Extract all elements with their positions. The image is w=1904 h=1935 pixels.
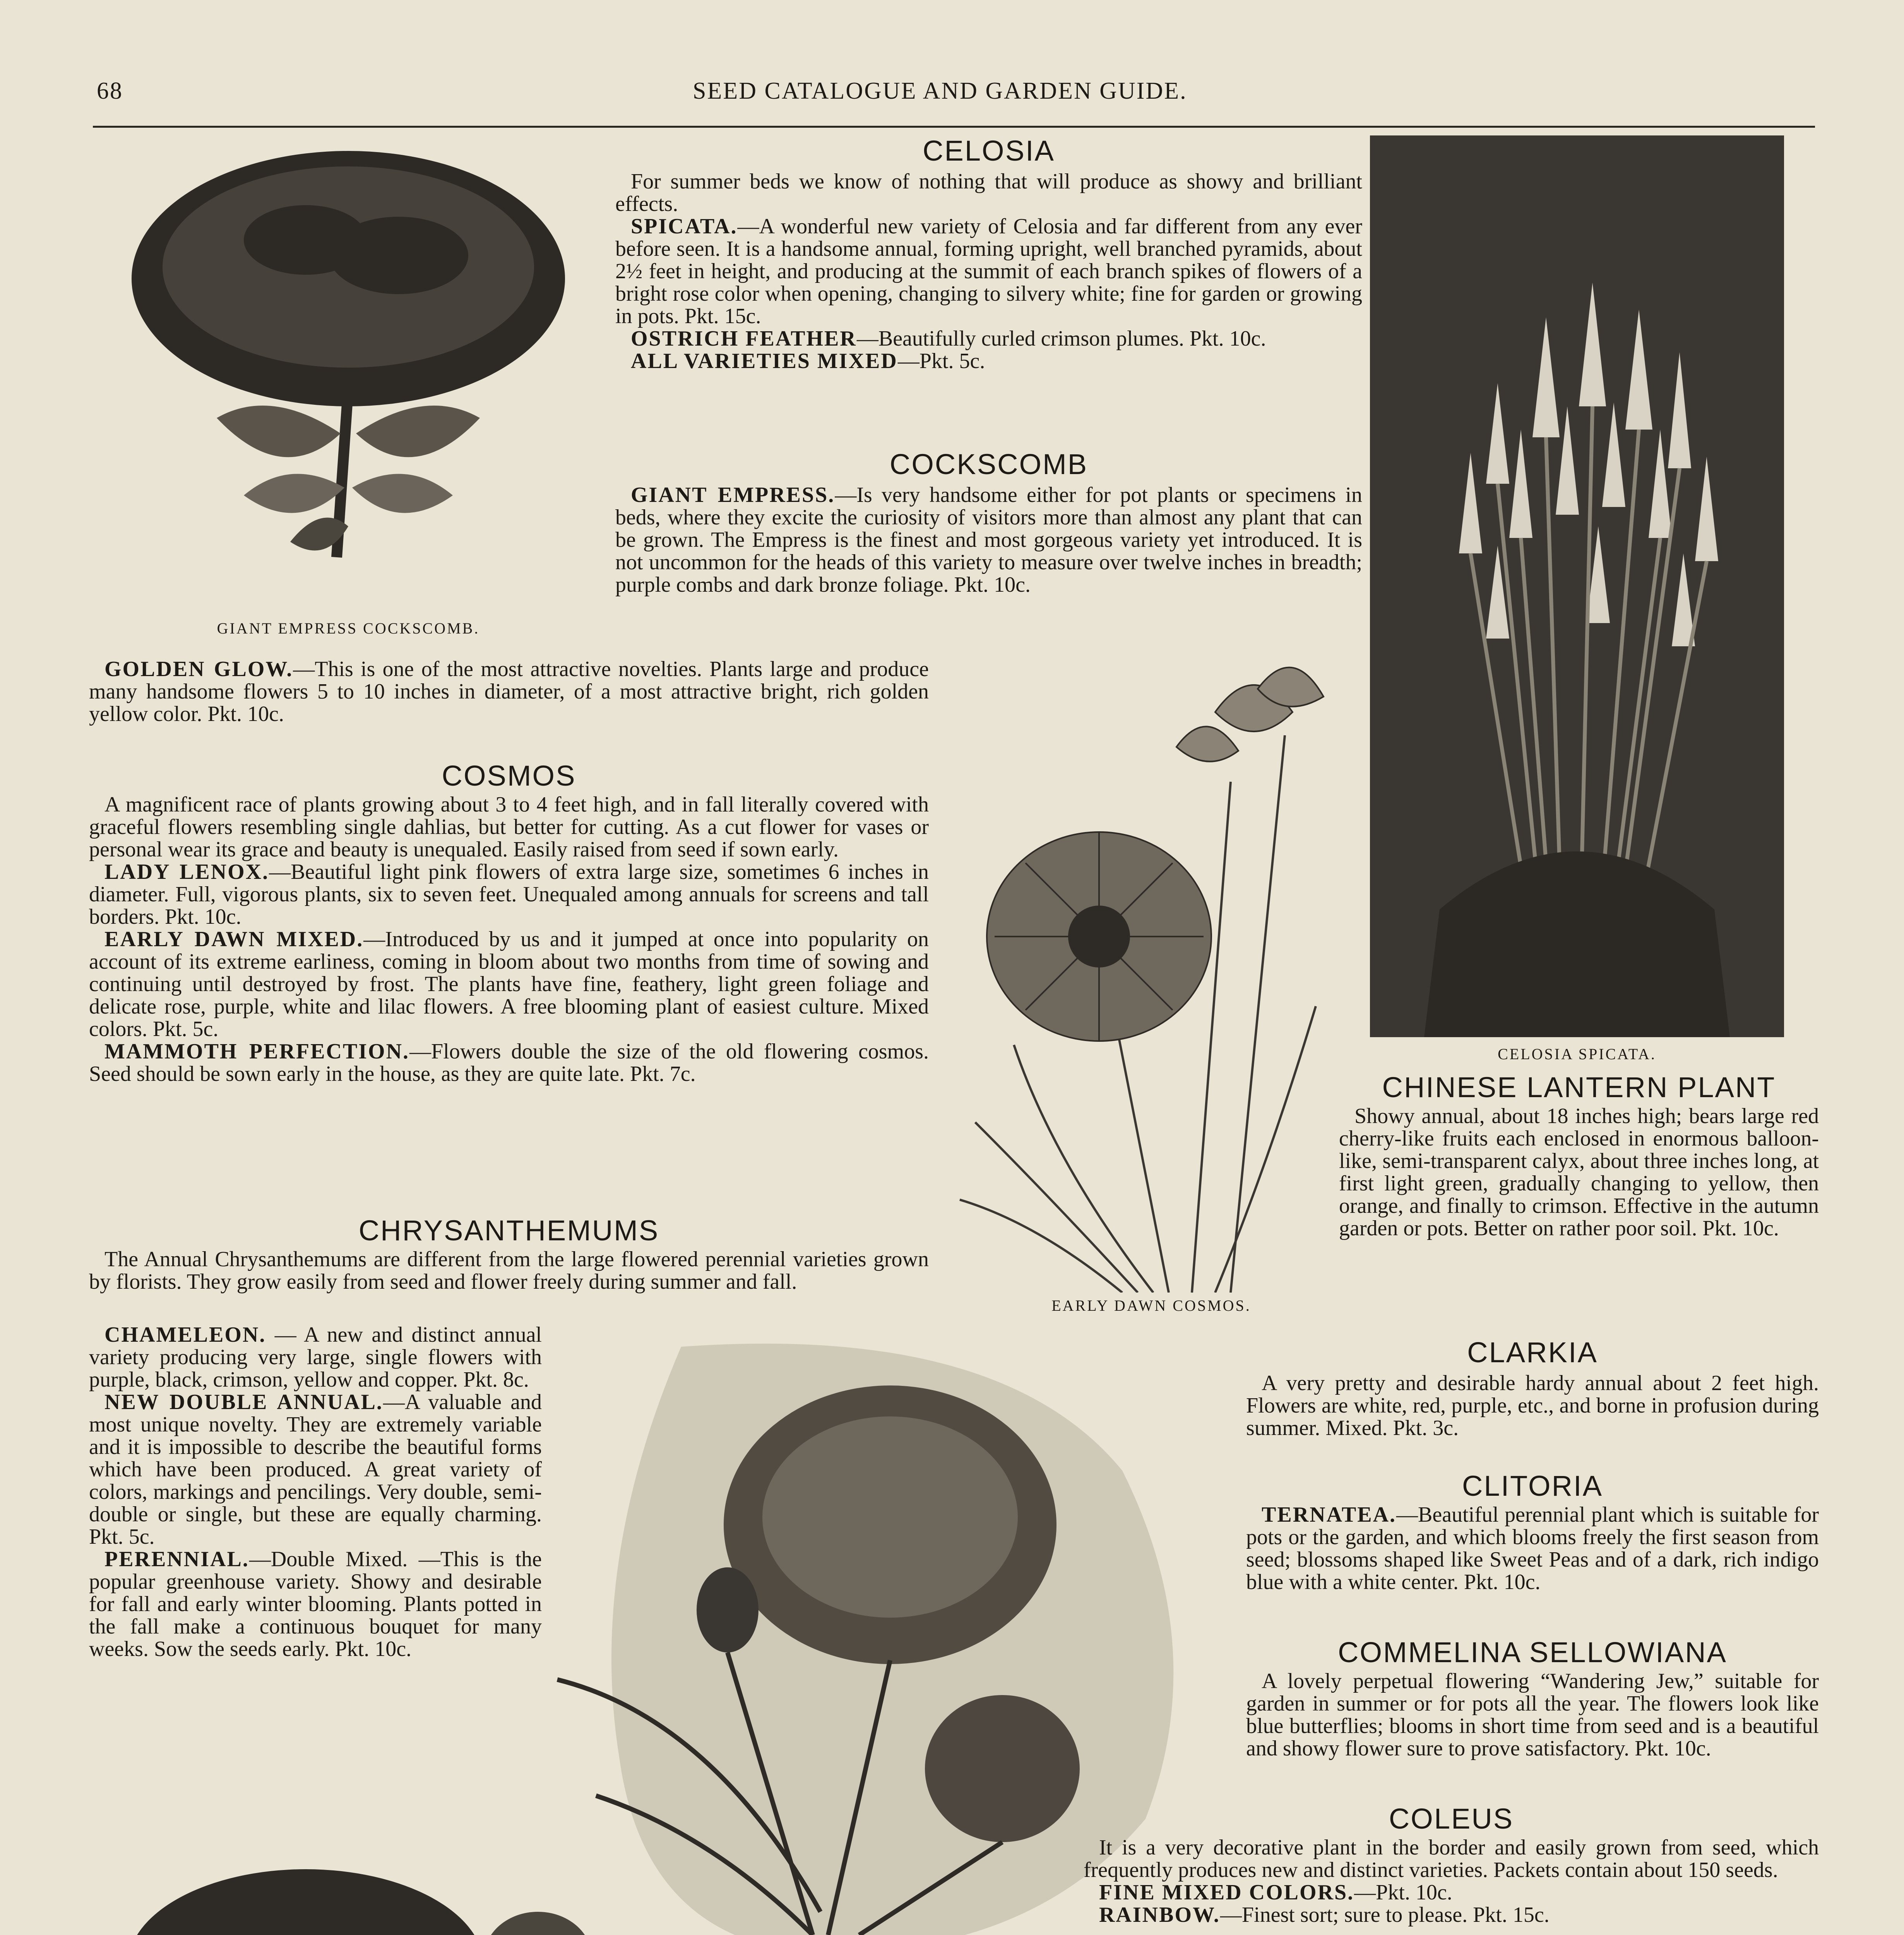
coleus-item: FINE MIXED COLORS.—Pkt. 10c. (1099, 1880, 1452, 1904)
running-title: SEED CATALOGUE AND GARDEN GUIDE. (693, 78, 1187, 104)
caption-celosia-spicata: CELOSIA SPICATA. (1498, 1045, 1656, 1063)
coleus-section (1084, 1836, 1819, 1926)
clitoria-item: TERNATEA.—Beautiful perennial plant which is suitable for pots or the garden, and which blooms freely the first season from seed; blossoms shaped like Sweet Peas and of a dark, rich indigo blue with a white center. Pkt. 10c. (1246, 1503, 1819, 1594)
chrysanthemums-item: CHAMELEON. — A new and distinct annual variety producing very large, single flowers with purple, black, crimson, yellow and copper. Pkt. 8c. (89, 1323, 542, 1392)
cosmos-item: MAMMOTH PERFECTION.—Flowers double the size of the old flowering cosmos. Seed should be sown early in the house, as they are quite late. Pkt. 7c. (89, 1039, 929, 1086)
cosmos-intro: A magnificent race of plants growing about 3 to 4 feet high, and in fall literally covered with graceful flowers resembling single dahlias, but better for cutting. As a cut flower for vases or personal wear its grace and beauty is unequaled. Easily raised from seed if sown early. (89, 793, 929, 861)
celosia-item: SPICATA.—A wonderful new variety of Celosia and far different from any ever before seen. It is a handsome annual, forming upright, well branched pyramids, about 2½ feet in height, and producing at the summit of each branch spikes of flowers of a bright rose color when opening, changing to silvery white; fine for garden or growing in pots. Pkt. 15c. (615, 214, 1362, 328)
chinese-lantern-text: Showy annual, about 18 inches high; bears large red cherry-like fruits each enclosed in enormous balloon-like, semi-transparent calyx, about three inches long, at first light green, gradually changing to yellow, then orange, and finally to crimson. Effective in the autumn garden or pots. Better on rather poor soil. Pkt. 10c. (1339, 1104, 1819, 1240)
cockscomb-giant-empress: GIANT EMPRESS.—Is very handsome either for pot plants or specimens in beds, where they excite the curiosity of visitors more than almost any plant that can be grown. The Empress is the finest and most gorgeous variety yet introduced. It is not uncommon for the heads of this variety to measure over twelve inches in breadth; purple combs and dark bronze foliage. Pkt. 10c. (615, 483, 1362, 597)
cockscomb-golden-glow: GOLDEN GLOW.—This is one of the most attractive novelties. Plants large and produce many handsome flowers 5 to 10 inches in diameter, of a most attractive bright, rich golden yellow color. Pkt. 10c. (89, 657, 929, 726)
cosmos-item: LADY LENOX.—Beautiful light pink flowers of extra large size, sometimes 6 inches in diameter. Full, vigorous plants, six to seven feet. Unequaled among annuals for screens and tall borders. Pkt. 10c. (89, 860, 929, 929)
caption-early-dawn: EARLY DAWN COSMOS. (1051, 1297, 1251, 1314)
coleus-intro: It is a very decorative plant in the border and easily grown from seed, which frequently produces new and distinct varieties. Packets contain about 150 seeds. (1084, 1836, 1819, 1882)
heading-commelina: COMMELINA SELLOWIANA (1338, 1636, 1727, 1668)
double-annual-chrysanthemums-illustration (89, 1842, 615, 1935)
heading-coleus: COLEUS (1389, 1803, 1514, 1835)
heading-cockscomb: COCKSCOMB (889, 448, 1088, 480)
giant-empress-cockscomb-illustration (89, 139, 608, 619)
caption-giant-empress: GIANT EMPRESS COCKSCOMB. (217, 620, 480, 637)
page-number: 68 (97, 78, 123, 104)
header-rule (93, 126, 1815, 128)
celosia-item: ALL VARIETIES MIXED—Pkt. 5c. (631, 349, 985, 373)
coleus-item: RAINBOW.—Finest sort; sure to please. Pkt. 15c. (1099, 1903, 1550, 1927)
commelina-text: A lovely perpetual flowering “Wandering Jew,” suitable for garden in summer or for pots all the year. The flowers look like blue butterflies; blooms in short time from seed and is a beautiful and showy flower sure to prove satisfactory. Pkt. 10c. (1246, 1669, 1819, 1760)
early-dawn-cosmos-illustration (937, 619, 1366, 1293)
celosia-item: OSTRICH FEATHER—Beautifully curled crimson plumes. Pkt. 10c. (631, 327, 1266, 351)
celosia-spicata-illustration (1370, 135, 1784, 1037)
chrysanthemums-items (89, 1324, 542, 1660)
cosmos-section (89, 793, 929, 1085)
cosmos-item: EARLY DAWN MIXED.—Introduced by us and it jumped at once into popularity on account of its extreme earliness, coming in bloom about two months from time of sowing and continuing until destroyed by frost. The plants have fine, feathery, light green foliage and delicate rose, purple, white and lilac flowers. A free blooming plant of easiest culture. Mixed colors. Pkt. 5c. (89, 927, 929, 1041)
heading-cosmos: COSMOS (442, 760, 576, 792)
chrysanthemums-intro: The Annual Chrysanthemums are different from the large flowered perennial varieties grown by florists. They grow easily from seed and flower freely during summer and fall. (89, 1247, 929, 1294)
heading-chrysanthemums: CHRYSANTHEMUMS (358, 1214, 659, 1247)
chrysanthemums-item: NEW DOUBLE ANNUAL.—A valuable and most unique novelty. They are extremely variable and it is impossible to describe the beautiful forms which have been produced. A great variety of colors, markings and pencilings. Very double, semi-double or single, but these are equally charming. Pkt. 5c. (89, 1390, 542, 1549)
clarkia-text: A very pretty and desirable hardy annual about 2 feet high. Flowers are white, red, purple, etc., and borne in profusion during summer. Mixed. Pkt. 3c. (1246, 1371, 1819, 1440)
heading-clarkia: CLARKIA (1467, 1336, 1598, 1368)
celosia-intro: For summer beds we know of nothing that will produce as showy and brilliant effects. (615, 170, 1362, 216)
heading-chinese-lantern: CHINESE LANTERN PLANT (1382, 1071, 1776, 1103)
heading-clitoria: CLITORIA (1462, 1470, 1603, 1502)
celosia-section (615, 170, 1362, 372)
heading-celosia: CELOSIA (923, 135, 1055, 167)
chrysanthemums-item: PERENNIAL.—Double Mixed. —This is the popular greenhouse variety. Showy and desirable for fall and early winter blooming. Plants potted in the fall make a continuous bouquet for many weeks. Sow the seeds early. Pkt. 10c. (89, 1547, 542, 1661)
